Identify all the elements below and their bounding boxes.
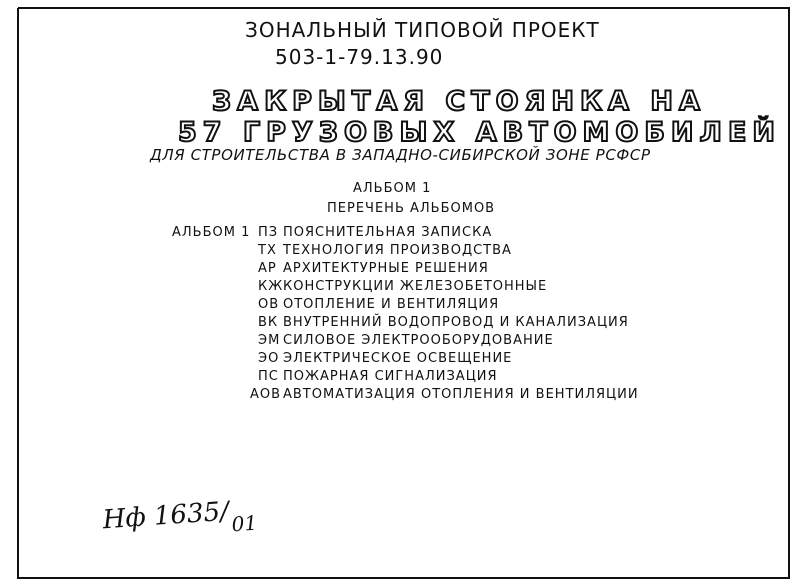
- inventory-number-suffix: 01: [230, 510, 258, 537]
- list-item-title: ПОЯСНИТЕЛЬНАЯ ЗАПИСКА: [283, 225, 493, 240]
- list-item-code: ПС: [258, 369, 279, 384]
- list-item-title: ПОЖАРНАЯ СИГНАЛИЗАЦИЯ: [283, 369, 498, 384]
- list-item-title: КОНСТРУКЦИИ ЖЕЛЕЗОБЕТОННЫЕ: [283, 279, 548, 294]
- list-item-title: СИЛОВОЕ ЭЛЕКТРООБОРУДОВАНИЕ: [283, 333, 554, 348]
- list-item-code: ОВ: [258, 297, 280, 312]
- list-item-title: АРХИТЕКТУРНЫЕ РЕШЕНИЯ: [283, 261, 489, 276]
- list-item-title: ЭЛЕКТРИЧЕСКОЕ ОСВЕЩЕНИЕ: [283, 351, 513, 366]
- album-number: АЛЬБОМ 1: [353, 181, 432, 196]
- album-list-heading: ПЕРЕЧЕНЬ АЛЬБОМОВ: [327, 201, 496, 216]
- list-item-code: ВК: [258, 315, 279, 330]
- title-line-2: 57 ГРУЗОВЫХ АВТОМОБИЛЕЙ: [178, 117, 781, 148]
- album-list-prefix: АЛЬБОМ 1: [172, 225, 251, 240]
- project-code: 503-1-79.13.90: [275, 45, 444, 69]
- list-item-code: ЭО: [258, 351, 280, 366]
- list-item-code: ТХ: [258, 243, 277, 258]
- list-item-code: АОВ: [250, 387, 282, 402]
- subtitle: ДЛЯ СТРОИТЕЛЬСТВА В ЗАПАДНО-СИБИРСКОЙ ЗОНЕ РСФСР: [150, 146, 651, 164]
- list-item-title: АВТОМАТИЗАЦИЯ ОТОПЛЕНИЯ И ВЕНТИЛЯЦИИ: [283, 387, 639, 402]
- inventory-number-main: Нф 1635/: [101, 496, 230, 536]
- list-item-code: ЭМ: [258, 333, 281, 348]
- list-item-title: ВНУТРЕННИЙ ВОДОПРОВОД И КАНАЛИЗАЦИЯ: [283, 315, 629, 330]
- title-line-1: ЗАКРЫТАЯ СТОЯНКА НА: [212, 86, 706, 117]
- list-item-title: ТЕХНОЛОГИЯ ПРОИЗВОДСТВА: [283, 243, 512, 258]
- list-item-title: ОТОПЛЕНИЕ И ВЕНТИЛЯЦИЯ: [283, 297, 500, 312]
- list-item-code: КЖ: [258, 279, 284, 294]
- list-item-code: ПЗ: [258, 225, 279, 240]
- list-item-code: АР: [258, 261, 277, 276]
- project-type: ЗОНАЛЬНЫЙ ТИПОВОЙ ПРОЕКТ: [245, 18, 600, 42]
